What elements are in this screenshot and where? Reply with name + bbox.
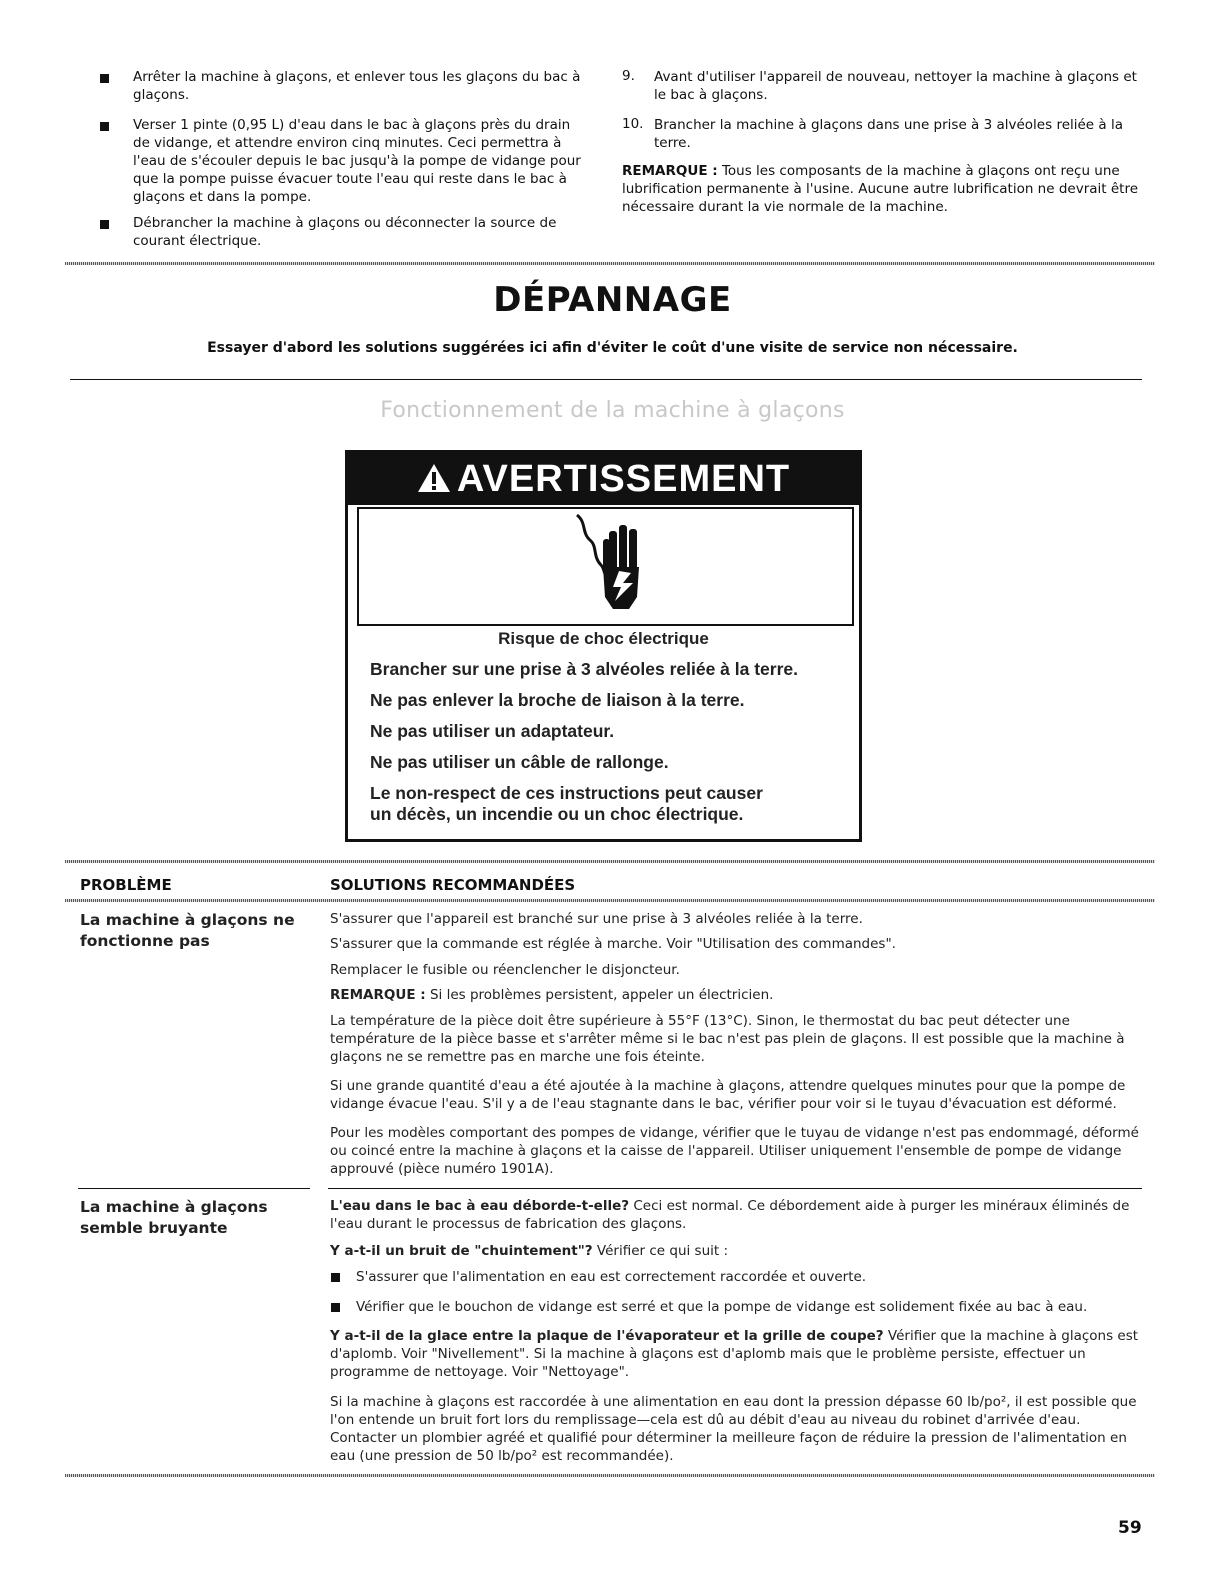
- bullet-icon: [331, 1303, 340, 1312]
- solution-text: [330, 1197, 1140, 1233]
- solution-bullet: S'assurer que l'alimentation en eau est correctement raccordée et ouverte.: [356, 1269, 867, 1285]
- note-text: Si les problèmes persistent, appeler un électricien.: [429, 987, 774, 1003]
- solution-question: Y a-t-il un bruit de "chuintement"?: [330, 1243, 593, 1259]
- section-title: Fonctionnement de la machine à glaçons: [380, 398, 845, 423]
- solution-answer: Ceci est normal. Ce débordement aide à purger les minéraux éliminés de l'eau durant le processus de fabrication des glaçons.: [330, 1198, 1130, 1232]
- instruction-bullet: Arrêter la machine à glaçons, et enlever tous les glaçons du bac à glaçons.: [133, 69, 581, 103]
- solution-question: L'eau dans le bac à eau déborde-t-elle?: [330, 1198, 630, 1214]
- warning-consequence: Le non-respect de ces instructions peut causer: [370, 783, 763, 803]
- step-number: 9.: [622, 68, 635, 84]
- electric-shock-hand-icon: [573, 513, 643, 623]
- solution-answer: Vérifier ce qui suit :: [596, 1243, 729, 1259]
- problem-label: La machine à glaçons ne fonctionne pas: [80, 911, 295, 950]
- step-text: Brancher la machine à glaçons dans une prise à 3 alvéoles reliée à la terre.: [654, 117, 1123, 151]
- bullet-icon: [331, 1273, 340, 1282]
- solution-text: Remplacer le fusible ou réenclencher le disjoncteur.: [330, 962, 680, 978]
- problem-label: La machine à glaçons semble bruyante: [80, 1198, 268, 1237]
- solution-text: S'assurer que l'appareil est branché sur une prise à 3 alvéoles reliée à la terre.: [330, 911, 863, 927]
- instruction-bullet: Débrancher la machine à glaçons ou déconnecter la source de courant électrique.: [133, 215, 557, 249]
- warning-image-panel: [357, 507, 854, 626]
- note-label: REMARQUE :: [622, 163, 718, 179]
- instruction-bullet: Verser 1 pinte (0,95 L) d'eau dans le bac à glaçons près du drain de vidange, et attendre environ cinq minutes. Ceci permettra à l'eau de s'écouler depuis le bac jusqu'à la pompe de vidange pour que la pompe puisse évacuer toute l'eau qui reste dans le bac à glaçons et dans la pompe.: [133, 117, 581, 205]
- warning-line: Ne pas utiliser un câble de rallonge.: [370, 752, 669, 772]
- page-title: DÉPANNAGE: [493, 280, 732, 320]
- column-header-problem: PROBLÈME: [80, 876, 172, 894]
- solution-question: Y a-t-il de la glace entre la plaque de l'évaporateur et la grille de coupe?: [330, 1328, 884, 1344]
- solution-bullet: Vérifier que le bouchon de vidange est serré et que la pompe de vidange est solidement fixée au bac à eau.: [356, 1299, 1088, 1315]
- page-subtitle: Essayer d'abord les solutions suggérées ici afin d'éviter le coût d'une visite de service non nécessaire.: [207, 340, 1018, 356]
- warning-line: Ne pas utiliser un adaptateur.: [370, 721, 615, 741]
- divider: [70, 379, 1142, 380]
- note-paragraph: [622, 162, 1142, 216]
- warning-risk: Risque de choc électrique: [498, 629, 709, 648]
- solution-text: [330, 1242, 1140, 1260]
- solution-text: Si la machine à glaçons est raccordée à une alimentation en eau dont la pression dépasse 60 lb/po², il est possible que l'on entende un bruit fort lors du remplissage—cela est dû au débit d'eau au niveau du robinet d'arrivée d'eau. Contacter un plombier agréé et qualifié pour déterminer la meilleure façon de réduire la pression de l'alimentation en eau (une pression de 50 lb/po² est recommandée).: [330, 1394, 1137, 1464]
- note-text: Tous les composants de la machine à glaçons ont reçu une lubrification permanente à l'usine. Aucune autre lubrification ne devrait être nécessaire durant la vie normale de la machine.: [622, 163, 1139, 215]
- divider: [65, 860, 1155, 863]
- note-label: REMARQUE :: [330, 987, 426, 1003]
- solution-text: [330, 1327, 1140, 1381]
- column-header-solutions: SOLUTIONS RECOMMANDÉES: [330, 876, 576, 894]
- warning-box: [345, 450, 862, 842]
- row-divider: [78, 1188, 310, 1189]
- warning-header: [348, 453, 859, 505]
- solution-text: La température de la pièce doit être supérieure à 55°F (13°C). Sinon, le thermostat du bac peut détecter une température de la pièce basse et s'arrêter même si le bac n'est pas plein de glaçons. Il est possible que la machine à glaçons ne se remettre pas en marche une fois éteinte.: [330, 1013, 1125, 1065]
- warning-consequence: un décès, un incendie ou un choc électrique.: [370, 804, 744, 824]
- solution-text: Si une grande quantité d'eau a été ajoutée à la machine à glaçons, attendre quelques minutes pour que la pompe de vidange évacue l'eau. S'il y a de l'eau stagnante dans le bac, vérifier pour voir si le tuyau d'évacuation est déformé.: [330, 1078, 1126, 1112]
- step-text: Avant d'utiliser l'appareil de nouveau, nettoyer la machine à glaçons et le bac à glaçons.: [654, 69, 1137, 103]
- bullet-icon: [100, 220, 109, 229]
- page-number: 59: [1118, 1518, 1142, 1538]
- warning-line: Ne pas enlever la broche de liaison à la terre.: [370, 690, 745, 710]
- solution-note: [330, 986, 1140, 1004]
- divider: [65, 899, 1155, 902]
- row-divider: [328, 1188, 1142, 1189]
- divider: [65, 1474, 1155, 1477]
- warning-triangle-icon: [417, 455, 451, 507]
- warning-line: Brancher sur une prise à 3 alvéoles reliée à la terre.: [370, 659, 799, 679]
- bullet-icon: [100, 74, 109, 83]
- solution-text: S'assurer que la commande est réglée à marche. Voir "Utilisation des commandes".: [330, 936, 896, 952]
- solution-text: Pour les modèles comportant des pompes de vidange, vérifier que le tuyau de vidange n'est pas endommagé, déformé ou coincé entre la machine à glaçons et la caisse de l'appareil. Utiliser uniquement l'ensemble de pompe de vidange approuvé (pièce numéro 1901A).: [330, 1125, 1139, 1177]
- warning-header-text: AVERTISSEMENT: [456, 458, 791, 500]
- solution-answer: Vérifier que la machine à glaçons est d'aplomb. Voir "Nivellement". Si la machine à glaçons est d'aplomb mais que le problème persiste, effectuer un programme de nettoyage. Voir "Nettoyage".: [330, 1328, 1139, 1380]
- bullet-icon: [100, 122, 109, 131]
- divider: [65, 262, 1155, 265]
- step-number: 10.: [622, 116, 644, 132]
